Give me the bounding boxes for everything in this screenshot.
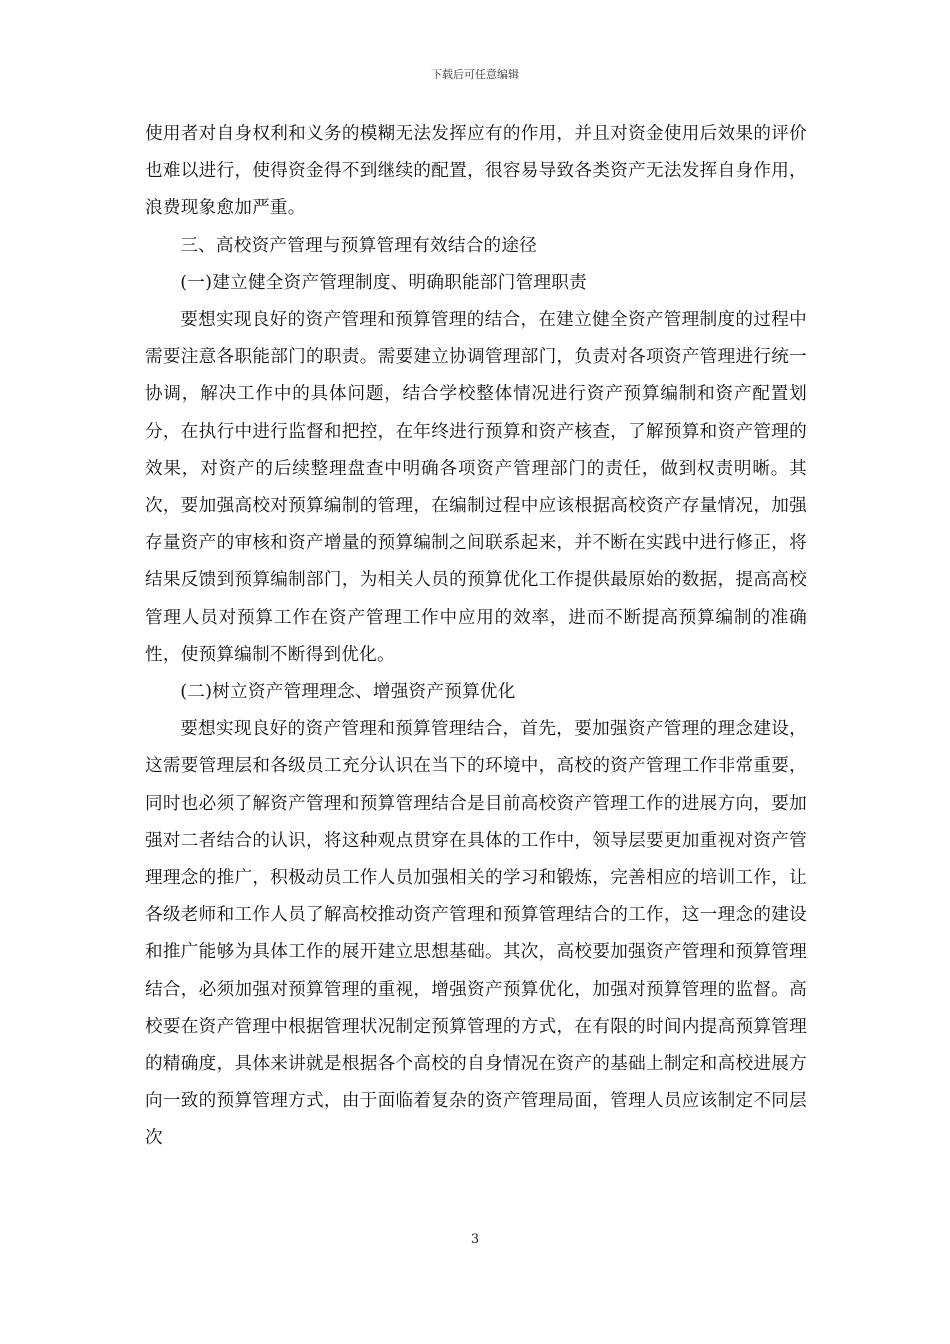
subsection-heading-2: (二)树立资产管理理念、增强资产预算优化 — [180, 682, 516, 703]
subsection-heading-1: (一)建立健全资产管理制度、明确职能部门管理职责 — [180, 272, 587, 293]
paragraph-management-concept: 要想实现良好的资产管理和预算管理结合，首先，要加强资产管理的理念建设，这需要管理层和各级员工充分认识在当下的环境中，高校的资产管理工作非常重要，同时也必须了解资产管理和预算管理结合是目前高校资产管理工作的进展方向，要加强对二者结合的认识，将这种观点贯穿在具体的工作中，领导层要更加重视对资产管理理念的推广，积极动员工作人员加强相关的学习和锻炼，完善相应的培训工作，让各级老师和工作人员了解高校推动资产管理和预算管理结合的工作，这一理念的建设和推广能够为具体工作的展开建立思想基础。其次，高校要加强资产管理和预算管理结合，必须加强对预算管理的重视，增强资产预算优化，加强对预算管理的监督。高校要在资产管理中根据管理状况制定预算管理的方式，在有限的时间内提高预算管理的精确度，具体来讲就是根据各个高校的自身情况在资产的基础上制定和高校进展方向一致的预算管理方式，由于面临着复杂的资产管理局面，管理人员应该制定不同层次 — [145, 719, 807, 1149]
page-number: 3 — [470, 1232, 480, 1247]
document-body — [145, 116, 807, 1158]
section-heading: 三、高校资产管理与预算管理有效结合的途径 — [180, 235, 538, 256]
page-header: 下载后可任意编辑 — [431, 68, 519, 81]
paragraph-asset-system: 要想实现良好的资产管理和预算管理的结合，在建立健全资产管理制度的过程中需要注意各职能部门的职责。需要建立协调管理部门，负责对各项资产管理进行统一协调，解决工作中的具体问题，结合学校整体情况进行资产预算编制和资产配置划分，在执行中进行监督和把控，在年终进行预算和资产核查，了解预算和资产管理的效果，对资产的后续整理盘查中明确各项资产管理部门的责任，做到权责明晰。其次，要加强高校对预算编制的管理，在编制过程中应该根据高校资产存量情况，加强存量资产的审核和资产增量的预算编制之间联系起来，并不断在实践中进行修正，将结果反馈到预算编制部门，为相关人员的预算优化工作提供最原始的数据，提高高校管理人员对预算工作在资产管理工作中应用的效率，进而不断提高预算编制的准确性，使预算编制不断得到优化。 — [145, 310, 807, 665]
paragraph-continuation: 使用者对自身权利和义务的模糊无法发挥应有的作用，并且对资金使用后效果的评价也难以进行，使得资金得不到继续的配置，很容易导致各类资产无法发挥自身作用，浪费现象愈加严重。 — [145, 124, 807, 219]
